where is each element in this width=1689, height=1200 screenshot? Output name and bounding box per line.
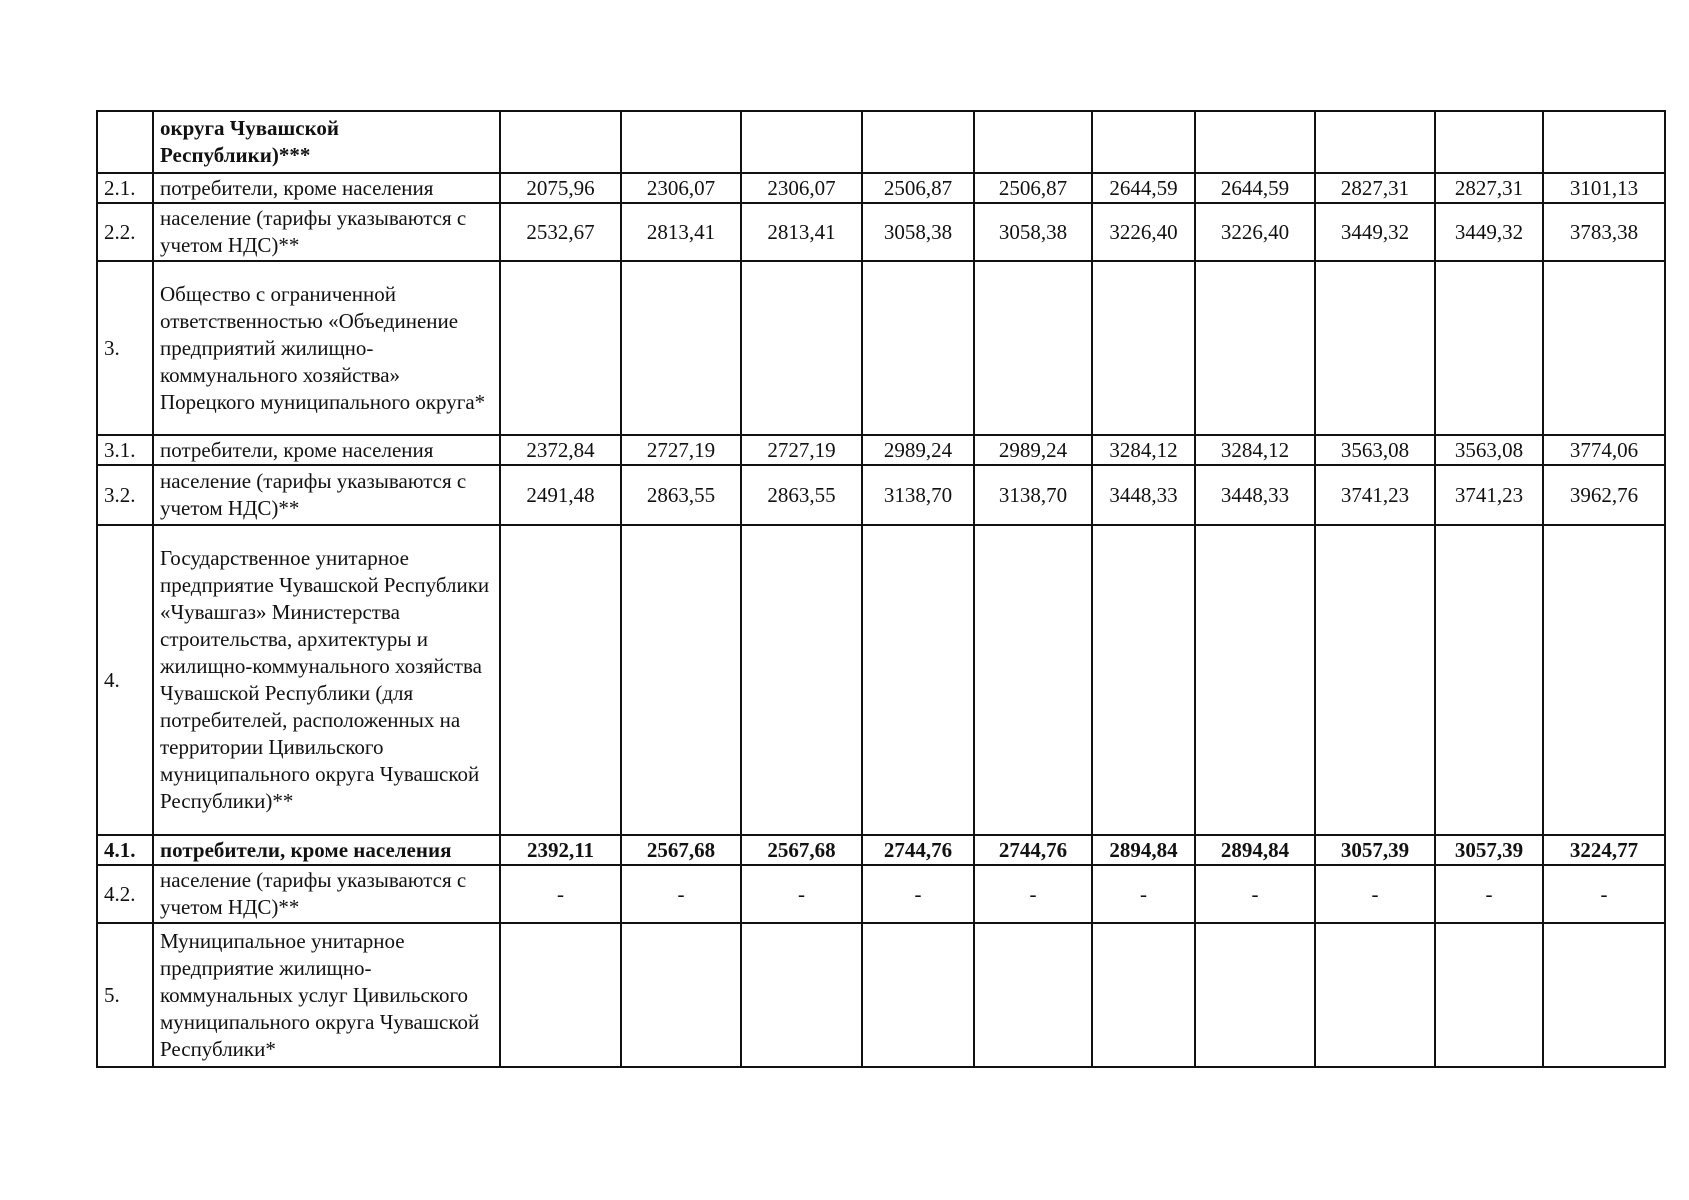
value-cell (974, 923, 1092, 1067)
value-cell (1315, 525, 1435, 835)
row-number: 2.1. (97, 173, 153, 203)
value-cell (974, 525, 1092, 835)
value-cell: 3138,70 (974, 465, 1092, 525)
value-cell: - (1543, 865, 1665, 923)
value-cell: 3224,77 (1543, 835, 1665, 865)
value-cell: 3226,40 (1092, 203, 1195, 261)
value-cell (500, 525, 621, 835)
value-cell (974, 261, 1092, 435)
value-cell: - (1435, 865, 1543, 923)
row-name: Общество с ограниченной ответственностью «Объединение предприятий жилищно-коммунального хозяйства» Порецкого муниципального округа* (153, 261, 500, 435)
value-cell (741, 111, 862, 173)
value-cell (1092, 923, 1195, 1067)
value-cell: 3741,23 (1435, 465, 1543, 525)
value-cell: 2506,87 (862, 173, 974, 203)
value-cell: - (500, 865, 621, 923)
value-cell: 3448,33 (1092, 465, 1195, 525)
value-cell (862, 923, 974, 1067)
value-cell (1315, 923, 1435, 1067)
row-number: 5. (97, 923, 153, 1067)
value-cell: 3448,33 (1195, 465, 1315, 525)
row-name: Государственное унитарное предприятие Чувашской Республики «Чувашгаз» Министерства строительства, архитектуры и жилищно-коммунального хозяйства Чувашской Республики (для потребителей, расположенных на территории Цивильского муниципального округа Чувашской Республики)** (153, 525, 500, 835)
table-row (97, 261, 1665, 435)
value-cell: 2306,07 (741, 173, 862, 203)
value-cell: 2491,48 (500, 465, 621, 525)
value-cell (741, 525, 862, 835)
value-cell (621, 525, 741, 835)
value-cell: 2567,68 (621, 835, 741, 865)
table-body (97, 111, 1665, 1067)
value-cell: - (974, 865, 1092, 923)
value-cell: 2744,76 (974, 835, 1092, 865)
table-row (97, 465, 1665, 525)
value-cell (1315, 111, 1435, 173)
table-row (97, 835, 1665, 865)
value-cell: 3774,06 (1543, 435, 1665, 465)
value-cell: - (1195, 865, 1315, 923)
value-cell (1435, 923, 1543, 1067)
value-cell: 2372,84 (500, 435, 621, 465)
value-cell (1092, 111, 1195, 173)
value-cell (500, 923, 621, 1067)
value-cell: - (741, 865, 862, 923)
value-cell: 3057,39 (1435, 835, 1543, 865)
value-cell: 3962,76 (1543, 465, 1665, 525)
value-cell (862, 111, 974, 173)
value-cell: 3058,38 (974, 203, 1092, 261)
value-cell (621, 111, 741, 173)
value-cell (1435, 525, 1543, 835)
value-cell: 3284,12 (1195, 435, 1315, 465)
row-name: население (тарифы указываются с учетом НДС)** (153, 203, 500, 261)
row-number: 4.1. (97, 835, 153, 865)
row-name: округа Чувашской Республики)*** (153, 111, 500, 173)
value-cell (862, 525, 974, 835)
value-cell: 2075,96 (500, 173, 621, 203)
value-cell (1435, 261, 1543, 435)
table-row (97, 525, 1665, 835)
value-cell: 2532,67 (500, 203, 621, 261)
value-cell: 2813,41 (741, 203, 862, 261)
value-cell (862, 261, 974, 435)
value-cell: 3563,08 (1315, 435, 1435, 465)
row-number: 3. (97, 261, 153, 435)
value-cell: 2863,55 (741, 465, 862, 525)
value-cell: - (621, 865, 741, 923)
value-cell (741, 923, 862, 1067)
value-cell: 2392,11 (500, 835, 621, 865)
value-cell: 3057,39 (1315, 835, 1435, 865)
row-number: 4.2. (97, 865, 153, 923)
row-number (97, 111, 153, 173)
table-row (97, 923, 1665, 1067)
value-cell: 3449,32 (1435, 203, 1543, 261)
value-cell (1195, 923, 1315, 1067)
value-cell: 3563,08 (1435, 435, 1543, 465)
value-cell: 2306,07 (621, 173, 741, 203)
value-cell (621, 923, 741, 1067)
value-cell: 2894,84 (1092, 835, 1195, 865)
row-name: Муниципальное унитарное предприятие жилищно-коммунальных услуг Цивильского муниципального округа Чувашской Республики* (153, 923, 500, 1067)
value-cell: 2827,31 (1435, 173, 1543, 203)
value-cell: 2644,59 (1092, 173, 1195, 203)
value-cell: 2644,59 (1195, 173, 1315, 203)
value-cell: 3783,38 (1543, 203, 1665, 261)
value-cell: 2506,87 (974, 173, 1092, 203)
value-cell: 2744,76 (862, 835, 974, 865)
table-row (97, 435, 1665, 465)
value-cell: 2989,24 (974, 435, 1092, 465)
row-name: потребители, кроме населения (153, 435, 500, 465)
row-name: население (тарифы указываются с учетом НДС)** (153, 865, 500, 923)
value-cell: - (1315, 865, 1435, 923)
row-name: население (тарифы указываются с учетом НДС)** (153, 465, 500, 525)
row-number: 2.2. (97, 203, 153, 261)
value-cell (974, 111, 1092, 173)
value-cell: - (862, 865, 974, 923)
value-cell: 2894,84 (1195, 835, 1315, 865)
value-cell: 2727,19 (621, 435, 741, 465)
value-cell (1435, 111, 1543, 173)
value-cell (621, 261, 741, 435)
value-cell: 3058,38 (862, 203, 974, 261)
value-cell (1543, 261, 1665, 435)
value-cell: 2989,24 (862, 435, 974, 465)
value-cell: 3138,70 (862, 465, 974, 525)
row-name: потребители, кроме населения (153, 835, 500, 865)
value-cell: 3226,40 (1195, 203, 1315, 261)
value-cell: 2827,31 (1315, 173, 1435, 203)
value-cell: 3449,32 (1315, 203, 1435, 261)
value-cell (1195, 261, 1315, 435)
table-row (97, 173, 1665, 203)
row-number: 4. (97, 525, 153, 835)
value-cell: 3284,12 (1092, 435, 1195, 465)
value-cell: 2813,41 (621, 203, 741, 261)
value-cell: 3101,13 (1543, 173, 1665, 203)
value-cell (1195, 111, 1315, 173)
value-cell (1543, 111, 1665, 173)
value-cell (1315, 261, 1435, 435)
value-cell: 2727,19 (741, 435, 862, 465)
value-cell (1543, 525, 1665, 835)
value-cell: 2567,68 (741, 835, 862, 865)
value-cell (1092, 261, 1195, 435)
value-cell (741, 261, 862, 435)
value-cell (1092, 525, 1195, 835)
tariff-table (96, 110, 1666, 1068)
value-cell: - (1092, 865, 1195, 923)
value-cell (1195, 525, 1315, 835)
value-cell (500, 261, 621, 435)
row-name: потребители, кроме населения (153, 173, 500, 203)
table-row (97, 203, 1665, 261)
row-number: 3.1. (97, 435, 153, 465)
value-cell (500, 111, 621, 173)
value-cell: 3741,23 (1315, 465, 1435, 525)
value-cell (1543, 923, 1665, 1067)
value-cell: 2863,55 (621, 465, 741, 525)
row-number: 3.2. (97, 465, 153, 525)
table-row (97, 865, 1665, 923)
table-row (97, 111, 1665, 173)
